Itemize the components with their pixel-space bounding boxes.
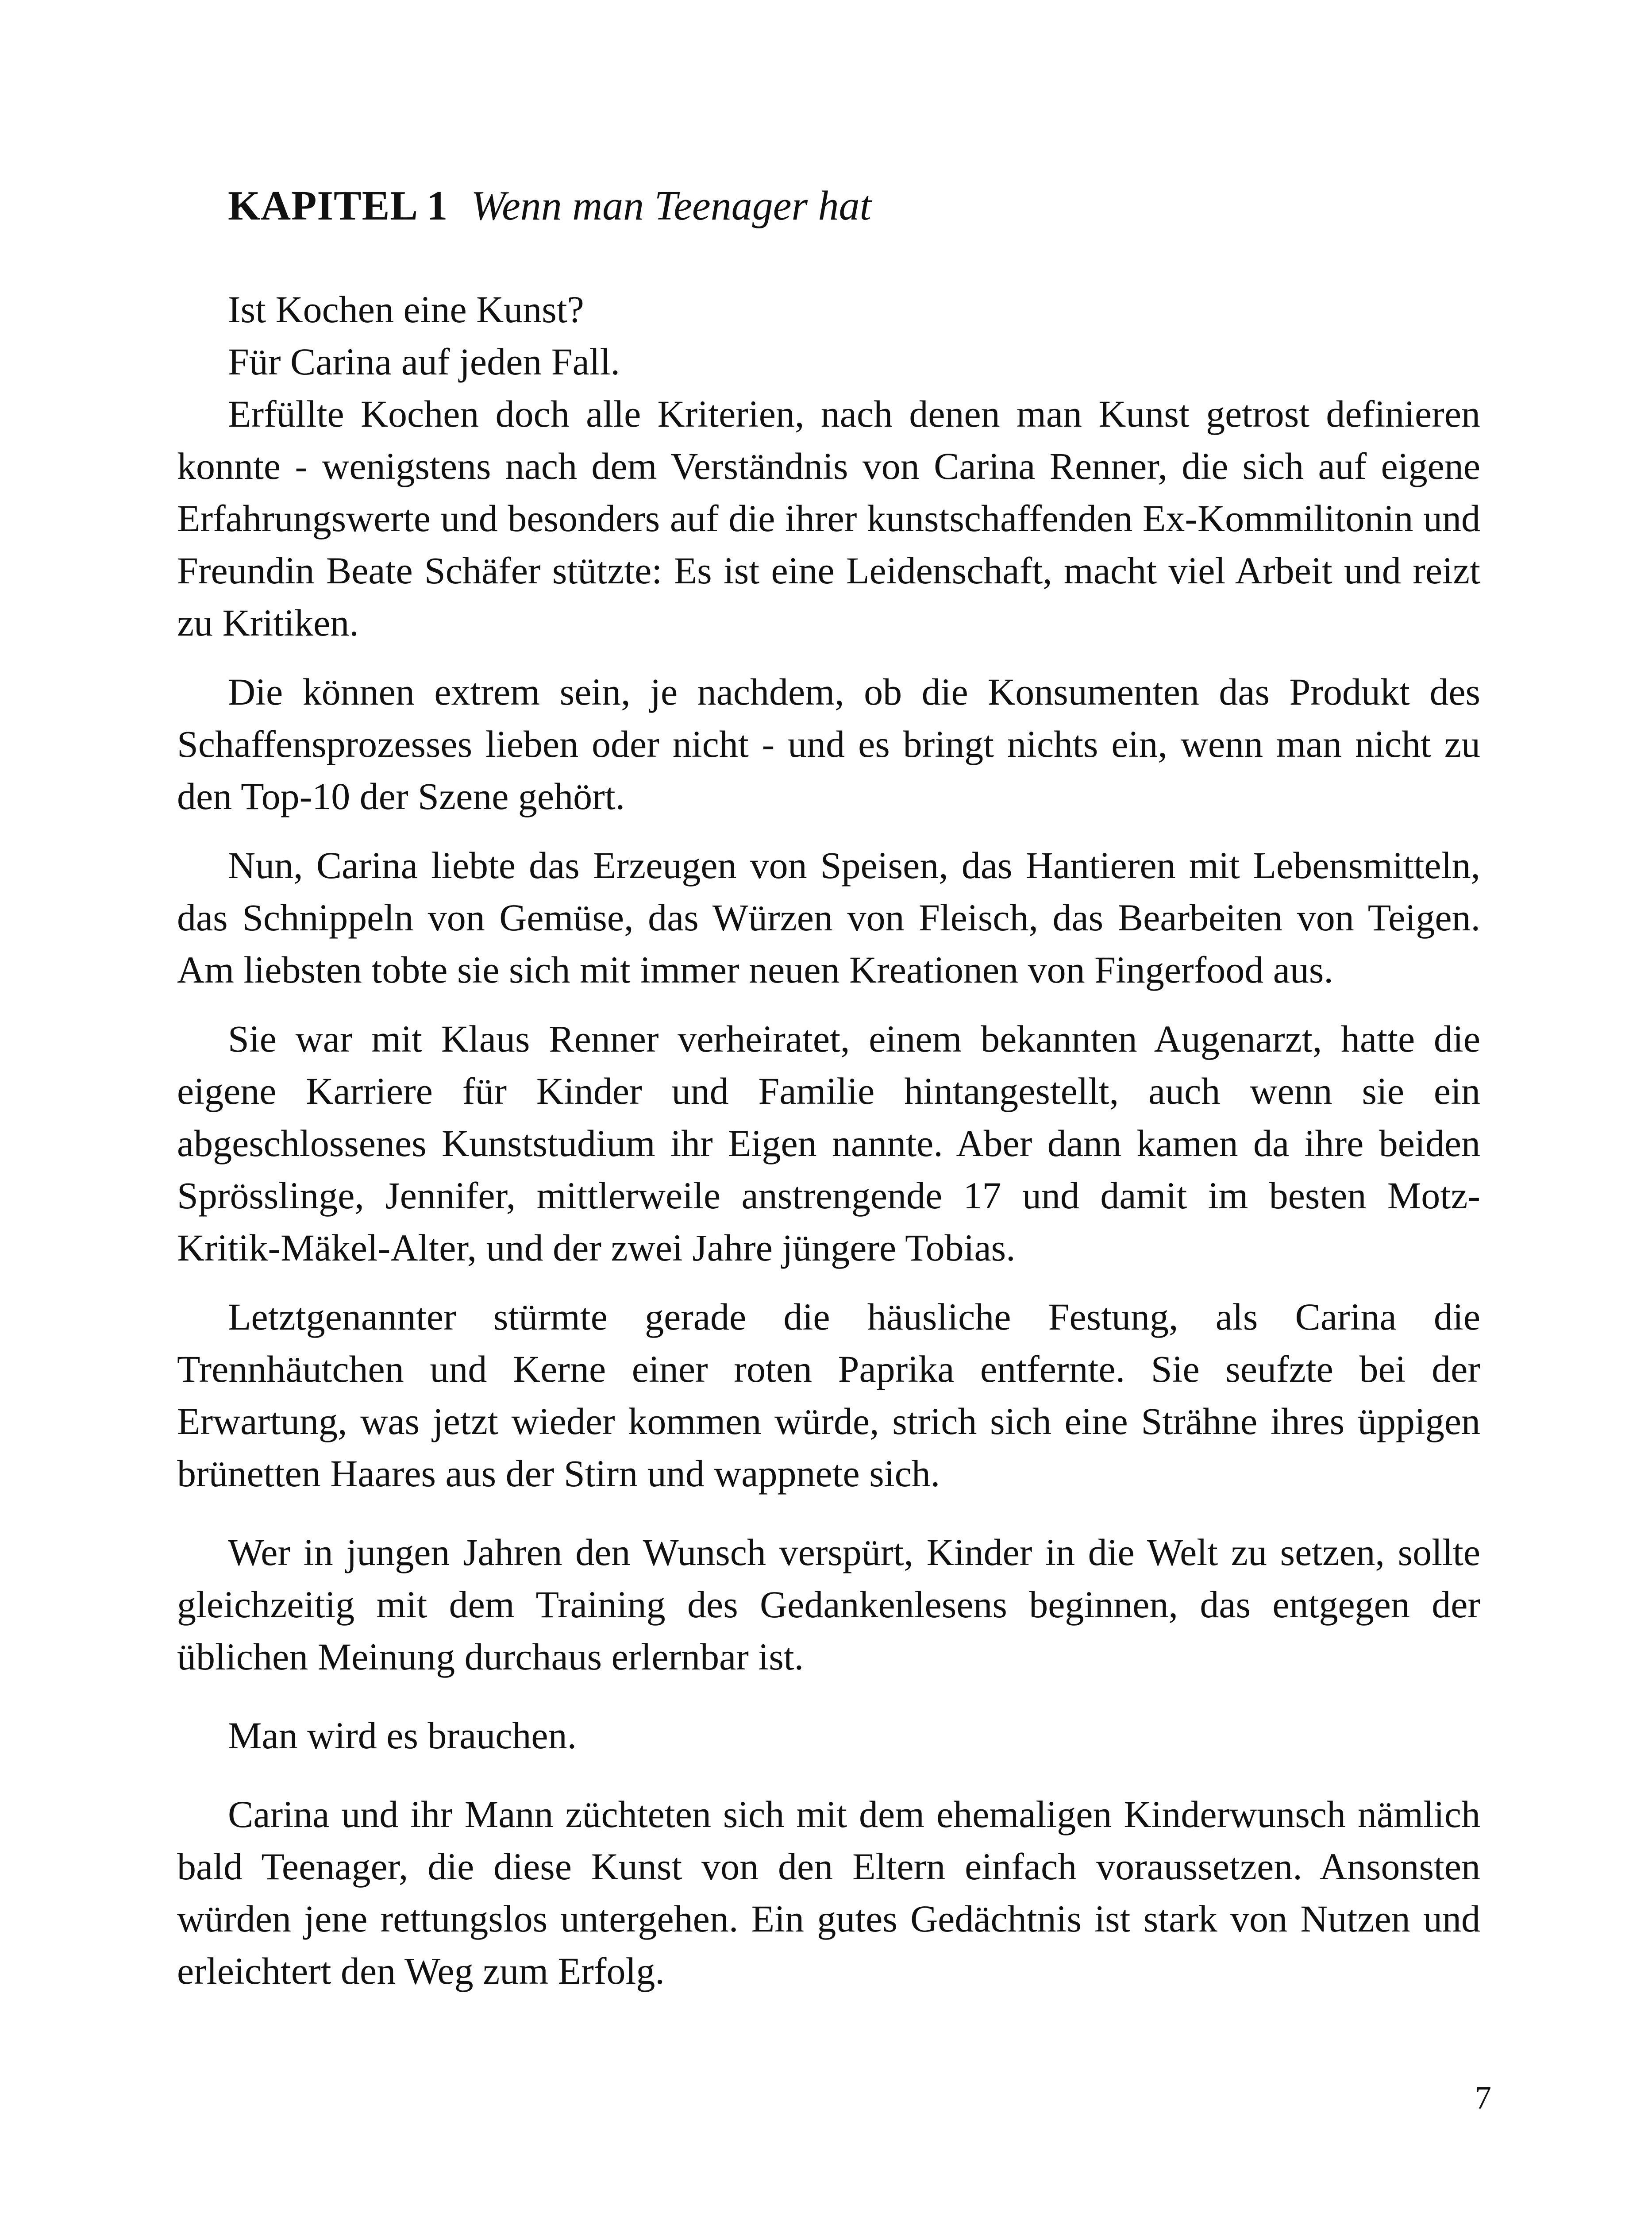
chapter-title: Wenn man Teenager hat <box>471 183 871 229</box>
paragraph: Für Carina auf jeden Fall. <box>228 340 620 383</box>
paragraph: Man wird es brauchen. <box>228 1714 577 1757</box>
paragraph: Letztgenannter stürmte gerade die häusliche Festung, als Carina die Trennhäutchen und Kerne einer roten Paprika entfernte. Sie seufzte bei der Erwartung, was jetzt wieder kommen würde, strich sich eine Strähne ihres üppigen brünetten Haares aus der Stirn und wappnete sich. <box>177 1295 1480 1495</box>
page-number: 7 <box>1475 2080 1491 2116</box>
paragraph: Wer in jungen Jahren den Wunsch verspürt, Kinder in die Welt zu setzen, sollte gleichzeitig mit dem Training des Gedankenlesens beginnen, das entgegen der üblichen Meinung durchaus erlernbar ist. <box>177 1531 1480 1678</box>
chapter-heading <box>228 175 1511 237</box>
paragraph: Nun, Carina liebte das Erzeugen von Speisen, das Hantieren mit Lebensmitteln, das Schnippeln von Gemüse, das Würzen von Fleisch, das Bearbeiten von Teigen. Am liebsten tobte sie sich mit immer neuen Kreationen von Fingerfood aus. <box>177 844 1480 991</box>
chapter-label: KAPITEL 1 <box>228 183 448 229</box>
paragraph: Sie war mit Klaus Renner verheiratet, einem bekannten Augenarzt, hatte die eigene Karriere für Kinder und Familie hintangestellt, auch wenn sie ein abgeschlossenes Kunststudium ihr Eigen nannte. Aber dann kamen da ihre beiden Sprösslinge, Jennifer, mittlerweile anstrengende 17 und damit im besten Motz-Kritik-Mäkel-Alter, und der zwei Jahre jüngere Tobias. <box>177 1018 1480 1269</box>
paragraph: Carina und ihr Mann züchteten sich mit dem ehemaligen Kinderwunsch nämlich bald Teenager, die diese Kunst von den Eltern einfach voraussetzen. Ansonsten würden jene rettungslos untergehen. Ein gutes Gedächtnis ist stark von Nutzen und erleichtert den Weg zum Erfolg. <box>177 1793 1480 1992</box>
paragraph: Ist Kochen eine Kunst? <box>228 288 584 331</box>
paragraph: Erfüllte Kochen doch alle Kriterien, nach denen man Kunst getrost definieren konnte - wenigstens nach dem Verständnis von Carina Renner, die sich auf eigene Erfahrungswerte und besonders auf die ihrer kunstschaffenden Ex-Kommilitonin und Freundin Beate Schäfer stützte: Es ist eine Leidenschaft, macht viel Arbeit und reizt zu Kritiken. <box>177 393 1480 644</box>
body-text <box>177 283 1480 1997</box>
paragraph: Die können extrem sein, je nachdem, ob die Konsumenten das Produkt des Schaffensprozesses lieben oder nicht - und es bringt nichts ein, wenn man nicht zu den Top-10 der Szene gehört. <box>177 671 1480 817</box>
